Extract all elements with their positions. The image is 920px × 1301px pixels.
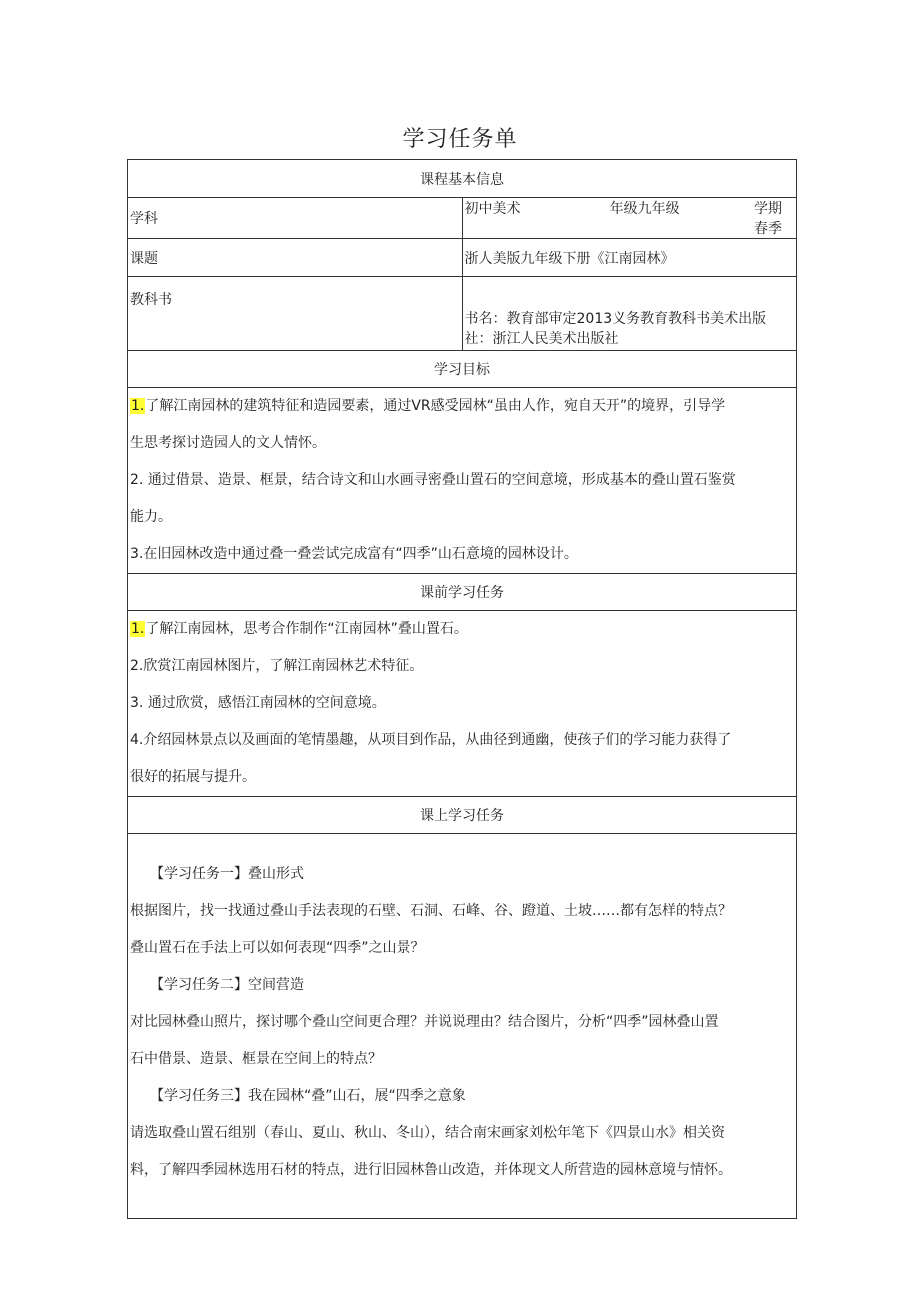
pre-item (130, 722, 794, 759)
pre-task-list (128, 611, 797, 797)
section-pre-heading: 课前学习任务 (128, 574, 797, 611)
goal-1-continuation: 生思考探讨造园人的文人情怀。 (130, 435, 326, 451)
pre-4-number: 4. (130, 732, 144, 748)
goal-1-text: 了解江南园林的建筑特征和造园要素，通过VR感受园林“虽由人作，宛自天开”的境界，引导学 (145, 398, 726, 414)
task1-line-2: 叠山置石在手法上可以如何表现“四季”之山景？ (130, 940, 425, 956)
subject-row (462, 198, 797, 239)
pre-item (130, 611, 794, 648)
pre-1-number: 1. (131, 621, 145, 637)
subject-value: 初中美术 (464, 201, 521, 217)
goal-3-text: 在旧园林改造中通过叠一叠尝试完成富有“四季”山石意境的园林设计。 (143, 546, 578, 562)
textbook-value: 书名：教育部审定2013义务教育教科书美术出版社：浙江人民美术出版社 (462, 277, 797, 351)
goal-2-number: 2. (130, 472, 144, 488)
goal-item (130, 536, 794, 573)
pre-3-number: 3. (130, 695, 144, 711)
goal-item (130, 462, 794, 499)
task2-line-2: 石中借景、造景、框景在空间上的特点？ (130, 1051, 382, 1067)
page-title: 学习任务单 (402, 127, 518, 152)
topic-label: 课题 (128, 239, 463, 277)
task3-line-2: 料，了解四季园林选用石材的特点，进行旧园林鲁山改造，并体现文人所营造的园林意境与情怀。 (130, 1162, 732, 1178)
goals-list (128, 388, 797, 574)
term-value: 学期春季 (753, 201, 782, 237)
pre-item (130, 685, 794, 722)
section-goals-heading: 学习目标 (128, 351, 797, 388)
textbook-label: 教科书 (128, 277, 463, 351)
subject-label: 学科 (128, 198, 463, 239)
task1-title: 【学习任务一】叠山形式 (150, 866, 304, 882)
goal-3-number: 3. (130, 546, 144, 562)
goal-2-continuation: 能力。 (130, 509, 172, 525)
section-inclass-heading: 课上学习任务 (128, 797, 797, 834)
goal-item (130, 388, 794, 425)
goal-1-number: 1. (131, 398, 145, 414)
pre-3-text: 通过欣赏，感悟江南园林的空间意境。 (147, 695, 386, 711)
task2-title: 【学习任务二】空间营造 (150, 977, 304, 993)
pre-item (130, 648, 794, 685)
task-sheet-table (127, 159, 797, 1219)
section-basic-heading: 课程基本信息 (128, 160, 797, 198)
inclass-task-list (128, 834, 797, 1219)
topic-value: 浙人美版九年级下册《江南园林》 (462, 239, 797, 277)
pre-1-text: 了解江南园林，思考合作制作“江南园林”叠山置石。 (145, 621, 468, 637)
task3-title: 【学习任务三】我在园林“叠”山石，展“四季之意象 (150, 1088, 466, 1104)
pre-4-text: 介绍园林景点以及画面的笔情墨趣，从项目到作品，从曲径到通幽，使孩子们的学习能力获得了 (143, 732, 732, 748)
pre-4-continuation: 很好的拓展与提升。 (130, 769, 256, 785)
pre-2-number: 2. (130, 658, 144, 674)
grade-value: 年级九年级 (609, 201, 680, 217)
pre-2-text: 欣赏江南园林图片，了解江南园林艺术特征。 (143, 658, 424, 674)
goal-2-text: 通过借景、造景、框景，结合诗文和山水画寻密叠山置石的空间意境，形成基本的叠山置石鉴赏 (147, 472, 736, 488)
task1-line-1: 根据图片，找一找通过叠山手法表现的石壁、石洞、石峰、谷、蹬道、土坡……都有怎样的特点？ (130, 903, 732, 919)
task3-line-1: 请选取叠山置石组别（春山、夏山、秋山、冬山），结合南宋画家刘松年笔下《四景山水》相关资 (130, 1125, 725, 1141)
task2-line-1: 对比园林叠山照片，探讨哪个叠山空间更合理？并说说理由？结合图片，分析“四季”园林叠山置 (130, 1014, 719, 1030)
